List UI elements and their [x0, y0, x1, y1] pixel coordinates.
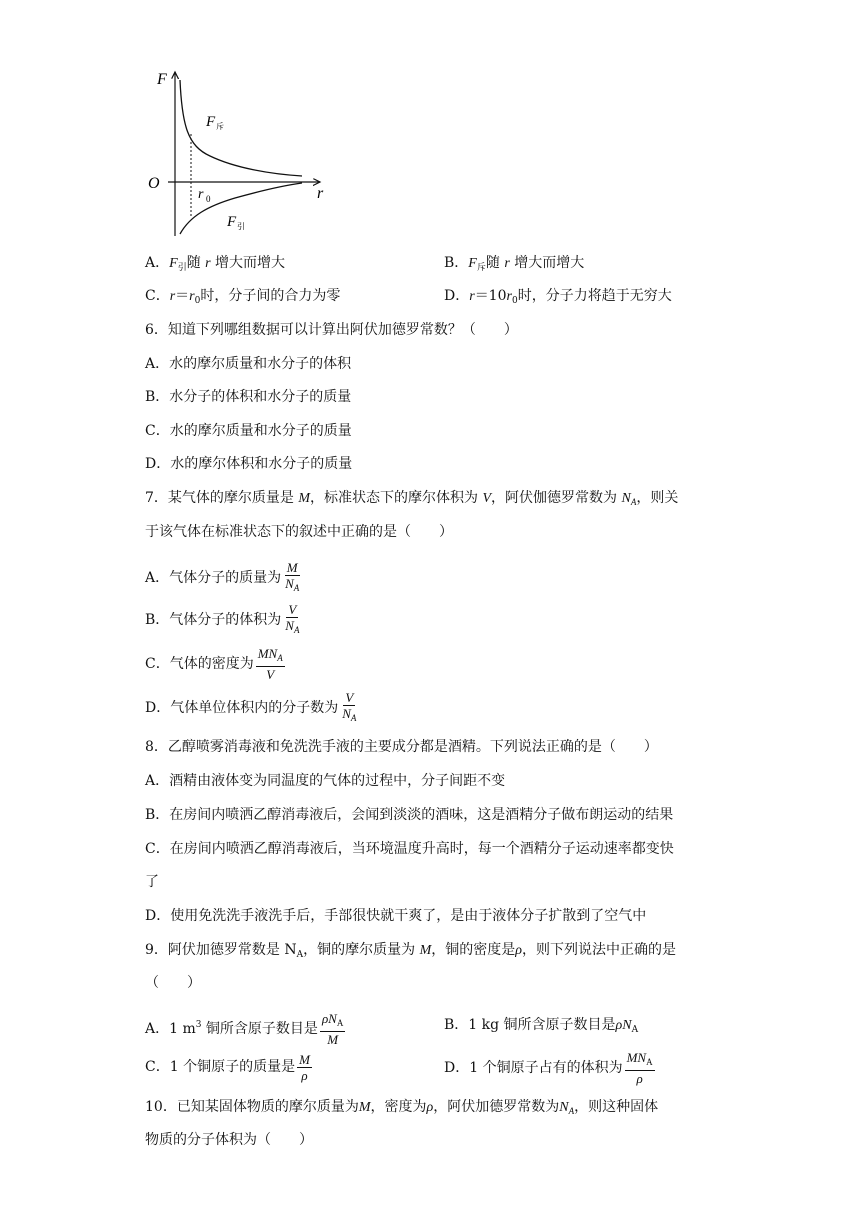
q8-option-c-line2: 了 — [145, 874, 159, 890]
q7-a-fraction: $\frac{M}{N_A}$ — [285, 560, 300, 593]
f-rep-subscript: 斥 — [216, 122, 224, 131]
f-att-label: F — [227, 214, 237, 230]
q10-stem-line2: 物质的分子体积为（ ） — [145, 1132, 313, 1148]
q9-stem-line1: 9．阿伏加德罗常数是 $N_A$，铜的摩尔质量为 M，铜的密度是ρ，则下列说法中正确的是 — [145, 942, 676, 960]
f-axis-label: F — [157, 71, 167, 88]
q7-stem-line1: 7．某气体的摩尔质量是 M，标准状态下的摩尔体积为 V，阿伏伽德罗常数为 $N_A$，则关 — [145, 490, 679, 507]
q7-option-c: C．气体的密度为 $\frac{MN_A}{V}$ — [145, 646, 283, 682]
repulsive-force-curve — [180, 80, 302, 176]
origin-label: O — [148, 175, 160, 192]
q9-option-a: A．1 $m^3$ 铜所含原子数目是 $\frac{\rho N_A}{M}$ — [145, 1011, 344, 1047]
q9-c-fraction: $\frac{M}{\rho}$ — [299, 1051, 310, 1083]
force-graph — [140, 66, 340, 246]
q7-c-fraction: $\frac{MN_A}{V}$ — [257, 646, 283, 682]
q5-option-c: C．$r=r_0$时，分子间的合力为零 — [145, 288, 341, 306]
q8-stem: 8．乙醇喷雾消毒液和免洗洗手液的主要成分都是酒精。下列说法正确的是（ ） — [145, 739, 658, 755]
r0-label: r — [198, 187, 204, 202]
q9-stem-line2: （ ） — [145, 975, 201, 991]
q9-d-fraction: $\frac{MN_A}{\rho}$ — [626, 1050, 653, 1086]
q8-option-d: D．使用免洗洗手液洗手后，手部很快就干爽了，是由于液体分子扩散到了空气中 — [145, 908, 647, 924]
q7-option-a: A．气体分子的质量为 $\frac{M}{N_A}$ — [145, 560, 301, 594]
q5-option-a: A．$F_引$随 r 增大而增大 — [145, 255, 286, 273]
q7-option-b: B．气体分子的体积为 $\frac{V}{N_A}$ — [145, 602, 301, 636]
q8-option-a: A．酒精由液体变为同温度的气体的过程中，分子间距不变 — [145, 773, 506, 789]
q8-option-b: B．在房间内喷洒乙醇消毒液后，会闻到淡淡的酒味，这是酒精分子做布朗运动的结果 — [145, 807, 674, 823]
q8-option-c-line1: C．在房间内喷洒乙醇消毒液后，当环境温度升高时，每一个酒精分子运动速率都变快 — [145, 841, 674, 857]
q7-b-fraction: $\frac{V}{N_A}$ — [285, 602, 300, 635]
q6-stem: 6．知道下列哪组数据可以计算出阿伏加德罗常数？（ ） — [145, 322, 518, 338]
force-distance-figure — [140, 66, 340, 246]
q9-a-fraction: $\frac{\rho N_A}{M}$ — [321, 1011, 344, 1047]
r0-subscript: 0 — [206, 194, 211, 204]
q9-option-c: C．1 个铜原子的质量是 $\frac{M}{\rho}$ — [145, 1051, 310, 1083]
q9-option-d: D．1 个铜原子占有的体积为 $\frac{MN_A}{\rho}$ — [444, 1050, 653, 1086]
q5-option-d: D．$r=10r_0$时，分子力将趋于无穷大 — [444, 288, 672, 306]
q5-option-b: B．$F_斥$随 r 增大而增大 — [444, 255, 585, 273]
q7-stem-line2: 于该气体在标准状态下的叙述中正确的是（ ） — [145, 524, 453, 540]
q6-option-a: A．水的摩尔质量和水分子的体积 — [145, 356, 352, 372]
q6-option-d: D．水的摩尔体积和水分子的质量 — [145, 456, 353, 472]
q7-d-fraction: $\frac{V}{N_A}$ — [342, 690, 357, 723]
f-att-subscript: 引 — [237, 222, 245, 231]
r-axis-label: r — [317, 185, 324, 202]
q10-stem-line1: 10．已知某固体物质的摩尔质量为M，密度为ρ，阿伏加德罗常数为$N_A$，则这种固体 — [145, 1099, 659, 1116]
q6-option-b: B．水分子的体积和水分子的质量 — [145, 389, 352, 405]
q9-option-b: B．1 kg 铜所含原子数目是$\rho N_A$ — [444, 1017, 639, 1035]
q6-option-c: C．水的摩尔质量和水分子的质量 — [145, 423, 352, 439]
q7-option-d: D．气体单位体积内的分子数为 $\frac{V}{N_A}$ — [145, 690, 358, 724]
f-rep-label: F — [206, 114, 216, 130]
